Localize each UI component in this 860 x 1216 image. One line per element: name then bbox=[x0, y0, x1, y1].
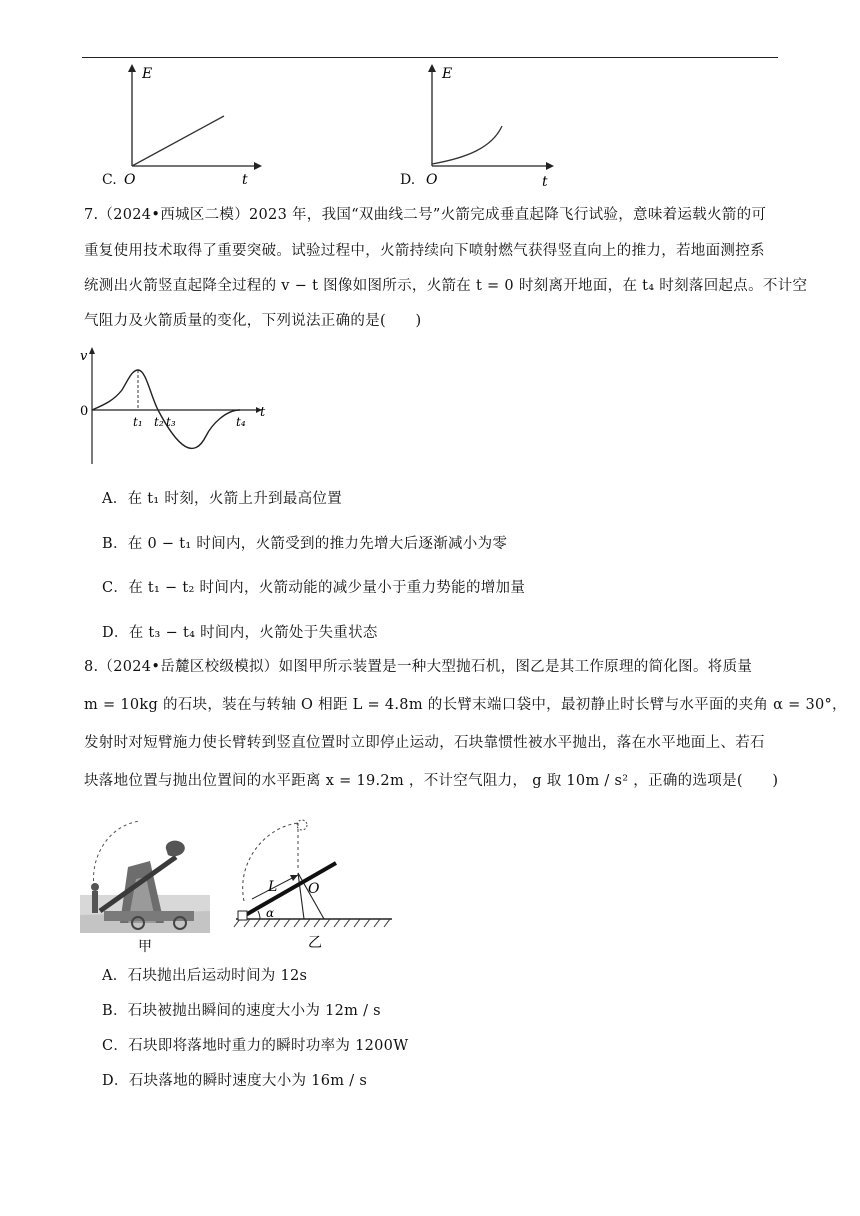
figure-jia-caption: 甲 bbox=[138, 939, 152, 955]
e-line bbox=[132, 116, 224, 166]
vt-curve bbox=[92, 370, 240, 448]
x-label: t bbox=[242, 172, 248, 188]
label-o: O bbox=[308, 881, 320, 897]
q7-line-1: 7.（2024•西城区二模）2023 年，我国“双曲线二号”火箭完成垂直起降飞行试验，意味着运载火箭的可 bbox=[84, 207, 767, 223]
q7-line-2: 重复使用技术取得了重要突破。试验过程中，火箭持续向下喷射燃气获得竖直向上的推力，若地面测控系 bbox=[84, 243, 765, 259]
option-d-label: D. bbox=[400, 172, 416, 188]
angle-arc bbox=[258, 911, 260, 919]
v-label: v bbox=[80, 349, 88, 364]
q8-option-d[interactable]: D．石块落地的瞬时速度大小为 16m / s bbox=[102, 1073, 368, 1089]
q8-option-a[interactable]: A．石块抛出后运动时间为 12s bbox=[102, 968, 308, 984]
q7-line-4: 气阻力及火箭质量的变化，下列说法正确的是( ) bbox=[84, 313, 422, 329]
y-label: E bbox=[142, 66, 153, 82]
q7-line-3: 统测出火箭竖直起降全过程的 v − t 图像如图所示，火箭在 t = 0 时刻离开地面，在 t₄ 时刻落回起点。不计空 bbox=[84, 278, 808, 294]
header-rule bbox=[82, 57, 778, 58]
q7-option-a[interactable]: A．在 t₁ 时刻，火箭上升到最高位置 bbox=[102, 491, 343, 507]
t3-label: t₃ bbox=[166, 415, 176, 429]
t2-label: t₂ bbox=[154, 415, 164, 429]
origin-label: O bbox=[124, 172, 136, 188]
t-label: t bbox=[260, 405, 266, 420]
e-curve bbox=[432, 126, 502, 164]
graph-d bbox=[396, 60, 566, 192]
q8-option-b[interactable]: B．石块被抛出瞬间的速度大小为 12m / s bbox=[102, 1003, 381, 1019]
zero-label: 0 bbox=[80, 404, 89, 419]
catapult-schematic bbox=[232, 815, 394, 955]
q7-option-d[interactable]: D．在 t₃ − t₄ 时间内，火箭处于失重状态 bbox=[102, 625, 378, 641]
t4-label: t₄ bbox=[236, 415, 246, 429]
origin-label: O bbox=[426, 172, 438, 188]
lever-arm bbox=[242, 863, 336, 917]
graph-c bbox=[96, 60, 266, 192]
q8-line-3: 发射时对短臂施力使长臂转到竖直位置时立即停止运动，石块靠惯性被水平抛出，落在水平地面上、若石 bbox=[84, 735, 765, 751]
figure-yi-caption: 乙 bbox=[308, 935, 322, 951]
q8-option-c[interactable]: C．石块即将落地时重力的瞬时功率为 1200W bbox=[102, 1038, 409, 1054]
vt-graph bbox=[78, 344, 288, 470]
x-label: t bbox=[542, 174, 548, 190]
option-c-label: C. bbox=[102, 172, 117, 188]
q8-line-2: m = 10kg 的石块，装在与转轴 O 相距 L = 4.8m 的长臂末端口袋中，最初静止时长臂与水平面的夹角 α = 30°， bbox=[84, 697, 847, 713]
t1-label: t₁ bbox=[133, 415, 143, 429]
label-l: L bbox=[268, 879, 278, 895]
label-alpha: α bbox=[266, 906, 275, 920]
q8-line-4: 块落地位置与抛出位置间的水平距离 x = 19.2m ，不计空气阻力， g 取 10m / s² ，正确的选项是( ) bbox=[84, 773, 779, 789]
q7-option-b[interactable]: B．在 0 − t₁ 时间内，火箭受到的推力先增大后逐渐减小为零 bbox=[102, 536, 508, 552]
q8-line-1: 8.（2024•岳麓区校级模拟）如图甲所示装置是一种大型抛石机，图乙是其工作原理的简化图。将质量 bbox=[84, 659, 753, 675]
q7-option-c[interactable]: C．在 t₁ − t₂ 时间内，火箭动能的减少量小于重力势能的增加量 bbox=[102, 580, 526, 596]
catapult-illustration bbox=[80, 815, 214, 955]
stone-box bbox=[238, 911, 247, 920]
y-label: E bbox=[442, 66, 453, 82]
